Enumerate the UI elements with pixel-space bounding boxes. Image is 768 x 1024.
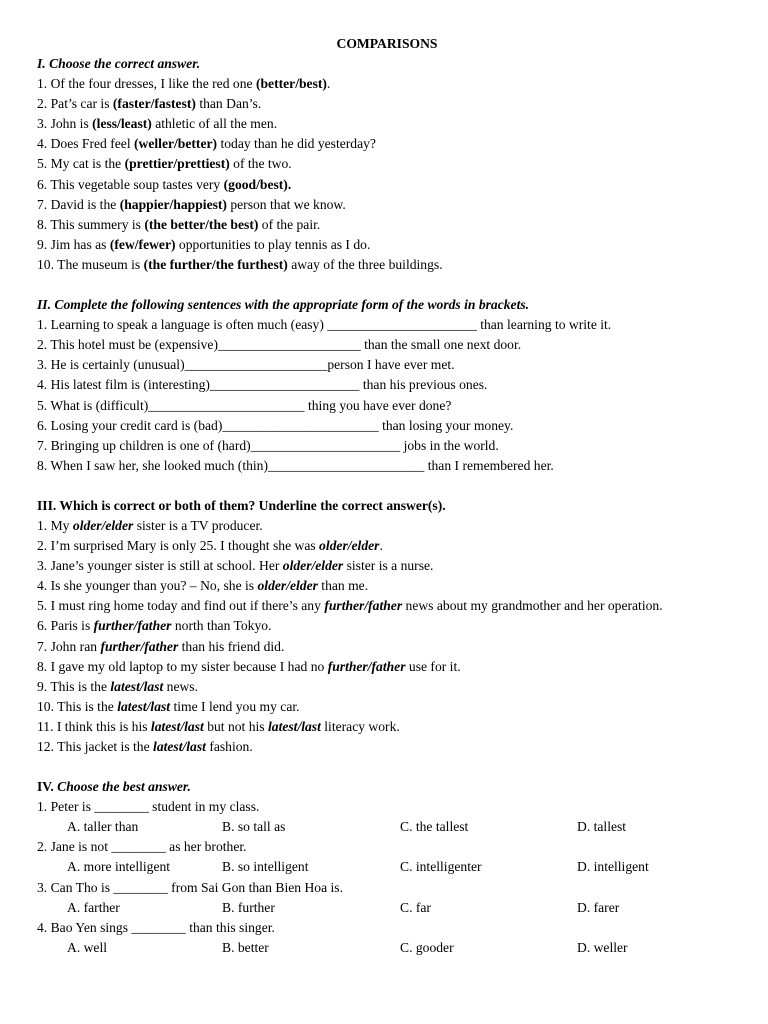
question: 4. Bao Yen sings ________ than this singer.	[37, 919, 275, 935]
spacer	[37, 757, 737, 777]
section-1-item: 3. John is (less/least) athletic of all the men.	[37, 116, 278, 132]
section-3-item: 3. Jane’s younger sister is still at school. Her older/elder sister is a nurse.	[37, 558, 434, 574]
option-a[interactable]: A. more intelligent	[67, 859, 171, 875]
answer-options	[37, 938, 737, 958]
section-3-list	[37, 516, 737, 757]
section-3-item: 1. My older/elder sister is a TV producer.	[37, 517, 263, 533]
section-1-item: 7. David is the (happier/happiest) person that we know.	[37, 196, 346, 212]
section-3-item: 7. John ran further/father than his friend did.	[37, 638, 285, 654]
worksheet	[37, 34, 737, 958]
section-2-item[interactable]: 3. He is certainly (unusual)_____________________person I have ever met.	[37, 357, 455, 373]
section-2-item[interactable]: 5. What is (difficult)_______________________ thing you have ever done?	[37, 397, 452, 413]
question: 2. Jane is not ________ as her brother.	[37, 839, 247, 855]
option-a[interactable]: A. farther	[67, 899, 120, 915]
option-b[interactable]: B. so tall as	[222, 819, 286, 835]
section-1-item: 6. This vegetable soup tastes very (good/best).	[37, 176, 292, 192]
section-4-list	[37, 797, 737, 958]
section-1-item: 5. My cat is the (prettier/prettiest) of the two.	[37, 156, 292, 172]
answer-options	[37, 898, 737, 918]
option-b[interactable]: B. better	[222, 939, 269, 955]
section-2-heading: II. Complete the following sentences with the appropriate form of the words in brackets.	[37, 297, 530, 313]
option-c[interactable]: C. the tallest	[400, 819, 469, 835]
section-3-item: 6. Paris is further/father north than Tokyo.	[37, 618, 272, 634]
page-title: COMPARISONS	[336, 36, 438, 51]
section-2-item[interactable]: 2. This hotel must be (expensive)_____________________ than the small one next door.	[37, 337, 522, 353]
section-1-item: 9. Jim has as (few/fewer) opportunities to play tennis as I do.	[37, 236, 371, 252]
option-a[interactable]: A. taller than	[67, 819, 139, 835]
spacer	[37, 275, 737, 295]
option-c[interactable]: C. intelligenter	[400, 859, 482, 875]
section-3-item: 5. I must ring home today and find out if there’s any further/father news about my grandmother and her operation.	[37, 598, 663, 614]
section-1-heading: I. Choose the correct answer.	[37, 56, 201, 71]
section-2-list	[37, 315, 737, 476]
question: 1. Peter is ________ student in my class.	[37, 799, 260, 815]
option-d[interactable]: D. tallest	[577, 819, 627, 835]
section-3-item: 4. Is she younger than you? – No, she is older/elder than me.	[37, 578, 369, 594]
section-1-item: 10. The museum is (the further/the furthest) away of the three buildings.	[37, 256, 443, 272]
section-2-item[interactable]: 8. When I saw her, she looked much (thin)_______________________ than I remembered her.	[37, 457, 554, 473]
option-b[interactable]: B. further	[222, 899, 275, 915]
section-1-item: 8. This summery is (the better/the best) of the pair.	[37, 216, 321, 232]
question: 3. Can Tho is ________ from Sai Gon than Bien Hoa is.	[37, 879, 343, 895]
option-a[interactable]: A. well	[67, 939, 108, 955]
section-2-item[interactable]: 1. Learning to speak a language is often much (easy) ______________________ than learning to write it.	[37, 317, 612, 333]
option-d[interactable]: D. farer	[577, 899, 620, 915]
answer-options	[37, 857, 737, 877]
section-4-heading: IV. Choose the best answer.	[37, 779, 191, 795]
section-3-heading: III. Which is correct or both of them? Underline the correct answer(s).	[37, 497, 446, 513]
section-3-item: 10. This is the latest/last time I lend you my car.	[37, 698, 300, 714]
option-d[interactable]: D. intelligent	[577, 859, 649, 875]
section-3-item: 12. This jacket is the latest/last fashion.	[37, 739, 253, 754]
option-b[interactable]: B. so intelligent	[222, 859, 309, 875]
section-3-item: 2. I’m surprised Mary is only 25. I thought she was older/elder.	[37, 538, 383, 554]
section-3-item: 11. I think this is his latest/last but not his latest/last literacy work.	[37, 718, 400, 734]
spacer	[37, 476, 737, 496]
section-1-list	[37, 74, 737, 275]
section-2-item[interactable]: 6. Losing your credit card is (bad)_______________________ than losing your money.	[37, 417, 514, 433]
section-1-item: 1. Of the four dresses, I like the red one (better/best).	[37, 76, 331, 92]
section-3-item: 9. This is the latest/last news.	[37, 678, 199, 694]
option-c[interactable]: C. gooder	[400, 939, 454, 955]
option-c[interactable]: C. far	[400, 899, 431, 915]
option-d[interactable]: D. weller	[577, 939, 628, 955]
section-2-item[interactable]: 4. His latest film is (interesting)______________________ than his previous ones.	[37, 377, 488, 393]
section-1-item: 4. Does Fred feel (weller/better) today than he did yesterday?	[37, 136, 376, 152]
section-2-item[interactable]: 7. Bringing up children is one of (hard)______________________ jobs in the world.	[37, 437, 499, 453]
section-1-item: 2. Pat’s car is (faster/fastest) than Dan’s.	[37, 96, 262, 112]
answer-options	[37, 817, 737, 837]
section-3-item: 8. I gave my old laptop to my sister because I had no further/father use for it.	[37, 658, 461, 674]
